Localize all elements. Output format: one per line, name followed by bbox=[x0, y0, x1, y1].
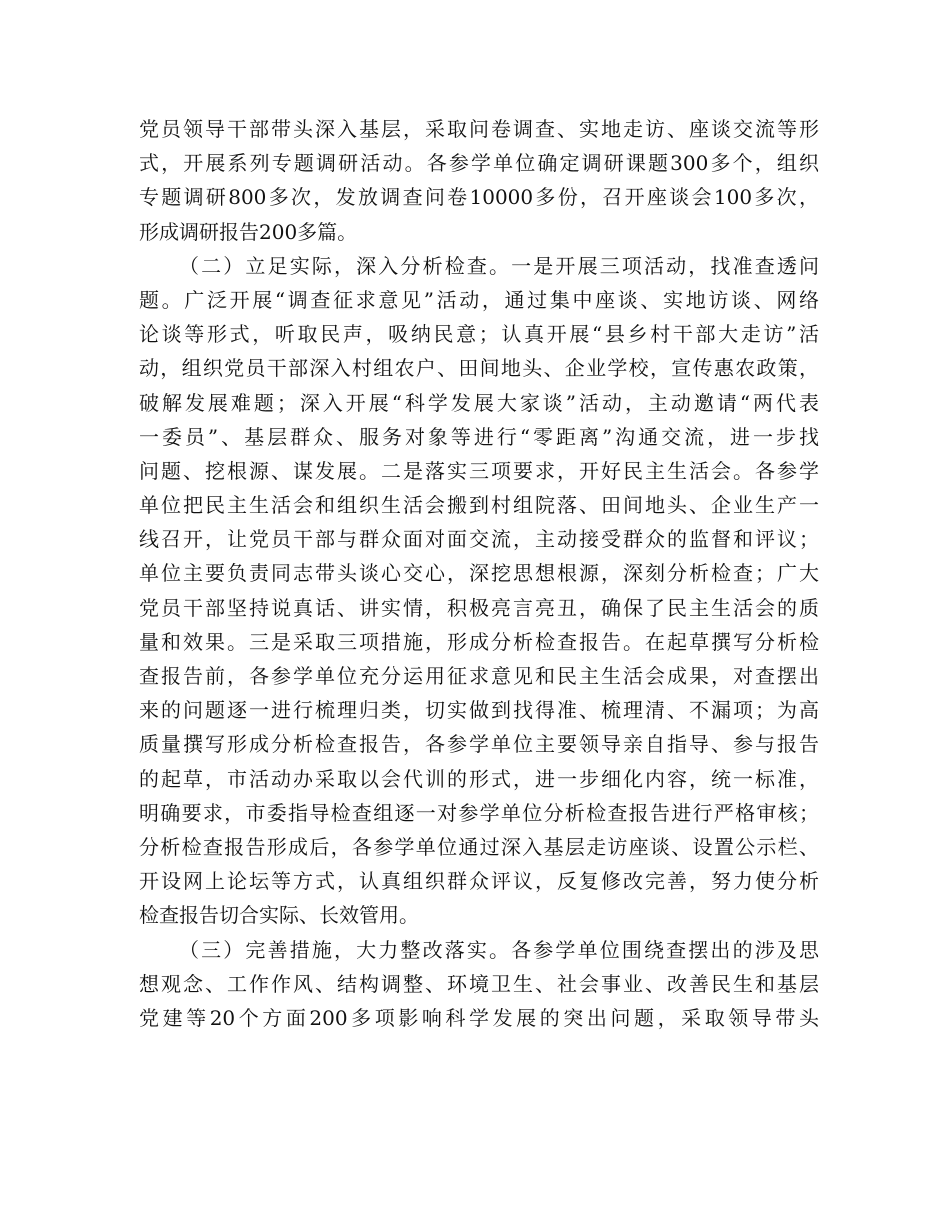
body-text-line: 问题、挖根源、谋发展。二是落实三项要求，开好民主生活会。各参学 bbox=[139, 458, 819, 483]
body-text-line: 明确要求，市委指导检查组逐一对参学单位分析检查报告进行严格审核； bbox=[139, 800, 819, 825]
body-text-line: 式，开展系列专题调研活动。各参学单位确定调研课题300多个，组织 bbox=[139, 151, 819, 176]
body-text-line: 量和效果。三是采取三项措施，形成分析检查报告。在起草撰写分析检 bbox=[139, 629, 819, 654]
body-text-line: 专题调研800多次，发放调查问卷10000多份，召开座谈会100多次， bbox=[139, 185, 819, 210]
body-text-line: 开设网上论坛等方式，认真组织群众评议，反复修改完善，努力使分析 bbox=[139, 869, 819, 894]
body-text-line: 单位把民主生活会和组织生活会搬到村组院落、田间地头、企业生产一 bbox=[139, 493, 819, 518]
body-text-line: 题。广泛开展“调查征求意见”活动，通过集中座谈、实地访谈、网络 bbox=[139, 287, 819, 312]
document-body bbox=[139, 112, 819, 1035]
body-text-line: 形成调研报告200多篇。 bbox=[139, 219, 358, 244]
body-text-line: 党员领导干部带头深入基层，采取问卷调查、实地走访、座谈交流等形 bbox=[139, 117, 819, 141]
body-text-line: 分析检查报告形成后，各参学单位通过深入基层走访座谈、设置公示栏、 bbox=[139, 834, 819, 859]
body-text-line: 党建等20个方面200多项影响科学发展的突出问题，采取领导带头 bbox=[139, 1005, 819, 1030]
body-text-line: 线召开，让党员干部与群众面对面交流，主动接受群众的监督和评议； bbox=[139, 527, 819, 552]
body-text-line: 单位主要负责同志带头谈心交心，深挖思想根源，深刻分析检查；广大 bbox=[139, 561, 819, 586]
body-text-line: 的起草，市活动办采取以会代训的形式，进一步细化内容，统一标准， bbox=[139, 766, 819, 791]
body-text-line: （三）完善措施，大力整改落实。各参学单位围绕查摆出的涉及思 bbox=[179, 937, 819, 962]
body-text-line: 来的问题逐一进行梳理归类，切实做到找得准、梳理清、不漏项；为高 bbox=[139, 698, 819, 723]
body-text-line: 论谈等形式，听取民声，吸纳民意；认真开展“县乡村干部大走访”活 bbox=[139, 322, 819, 347]
body-text-line: 检查报告切合实际、长效管用。 bbox=[139, 903, 419, 928]
body-text-line: 查报告前，各参学单位充分运用征求意见和民主生活会成果，对查摆出 bbox=[139, 664, 819, 688]
body-text-line: 动，组织党员干部深入村组农户、田间地头、企业学校，宣传惠农政策， bbox=[139, 356, 819, 381]
body-text-line: 破解发展难题；深入开展“科学发展大家谈”活动，主动邀请“两代表 bbox=[139, 390, 819, 415]
body-text-line: 党员干部坚持说真话、讲实情，积极亮言亮丑，确保了民主生活会的质 bbox=[139, 595, 819, 620]
body-text-line: 想观念、工作作风、结构调整、环境卫生、社会事业、改善民生和基层 bbox=[139, 971, 819, 996]
body-text-line: 一委员”、基层群众、服务对象等进行“零距离”沟通交流，进一步找 bbox=[139, 424, 819, 449]
body-text-line: 质量撰写形成分析检查报告，各参学单位主要领导亲自指导、参与报告 bbox=[139, 732, 819, 757]
body-text-line: （二）立足实际，深入分析检查。一是开展三项活动，找准查透问 bbox=[179, 253, 819, 278]
